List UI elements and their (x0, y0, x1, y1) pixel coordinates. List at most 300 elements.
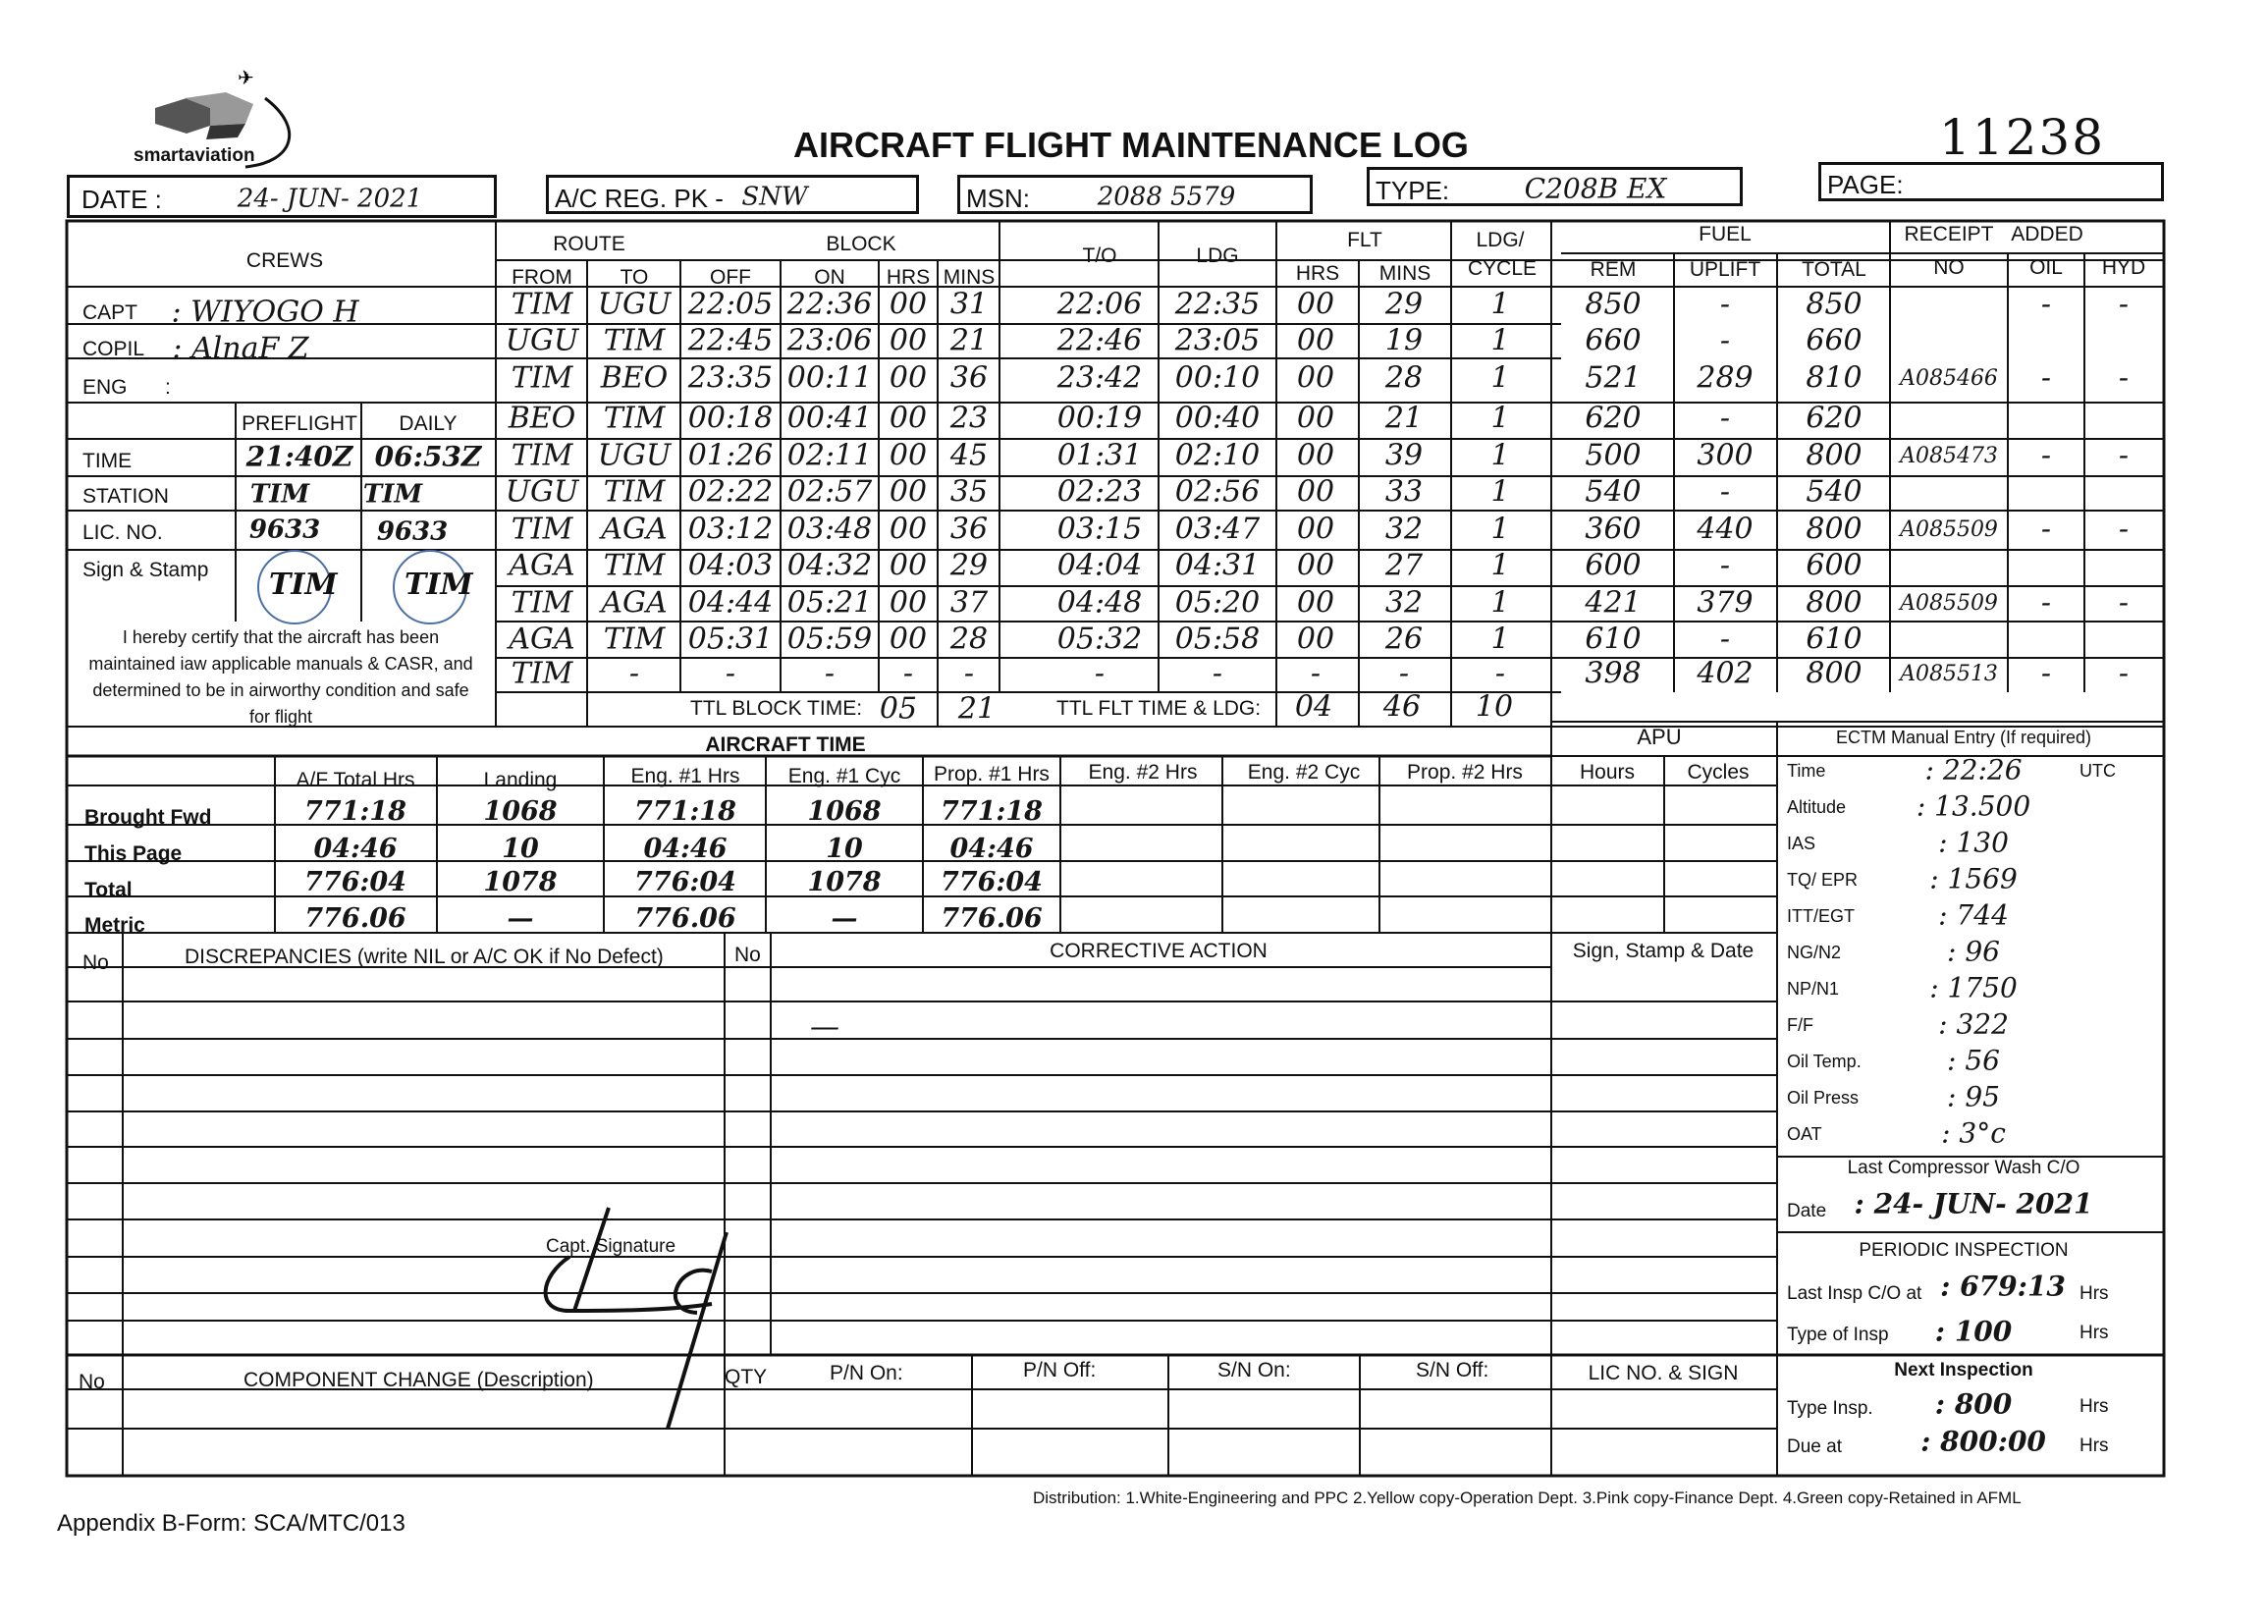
flt-mins-cell[interactable]: 26 (1384, 622, 1424, 657)
fuel-uplift-cell[interactable]: 440 (1697, 512, 1754, 547)
aircraft-time-header: AIRCRAFT TIME (705, 733, 866, 756)
rem-header: REM (1590, 258, 1637, 281)
off-cell[interactable]: 23:35 (687, 360, 774, 396)
flt-mins-cell[interactable]: 33 (1384, 474, 1424, 510)
ldg-cycle-cell[interactable]: 1 (1490, 474, 1510, 510)
this-page-value[interactable]: 10 (826, 834, 863, 865)
ldg-cycle-cell[interactable]: 1 (1490, 360, 1510, 396)
block-hrs-cell[interactable]: - (902, 656, 914, 691)
copil-name[interactable]: : AlnaF Z (172, 331, 309, 366)
fuel-rem-cell[interactable]: 600 (1585, 548, 1642, 583)
form-number: 11238 (1939, 109, 2106, 166)
block-mins-cell[interactable]: 31 (949, 287, 989, 322)
block-mins-cell[interactable]: 29 (949, 548, 989, 583)
to-cell[interactable]: TIM (603, 622, 666, 657)
this-page-label: This Page (84, 842, 183, 865)
block-hrs-cell[interactable]: 00 (889, 585, 928, 621)
brought-fwd-label: Brought Fwd (84, 806, 212, 829)
certify-line-2: maintained iaw applicable manuals & CASR, and (88, 654, 473, 674)
corrective-action-entry[interactable]: — (810, 1009, 839, 1045)
certify-line-1: I hereby certify that the aircraft has been (122, 627, 440, 647)
fuel-rem-cell[interactable]: 500 (1585, 438, 1642, 473)
off-cell[interactable]: - (725, 656, 736, 691)
to-time-cell[interactable]: 02:23 (1056, 474, 1143, 510)
to-cell[interactable]: TIM (603, 401, 666, 436)
oil-added-cell[interactable]: - (2040, 438, 2052, 473)
to-time-header: T/O (1082, 244, 1117, 267)
block-mins-cell[interactable]: 21 (949, 323, 989, 358)
from-cell[interactable]: TIM (511, 438, 573, 473)
from-cell[interactable]: TIM (511, 512, 573, 547)
flt-hrs-header: HRS (1295, 262, 1340, 285)
from-cell[interactable]: TIM (511, 656, 573, 691)
ectm-label: Oil Press (1787, 1088, 1860, 1108)
capt-name[interactable]: : WIYOGO H (171, 295, 359, 330)
ectm-value[interactable]: : 13.500 (1916, 789, 2031, 823)
fuel-rem-cell[interactable]: 620 (1585, 401, 1642, 436)
next-inspection-header: Next Inspection (1894, 1360, 2033, 1380)
flt-hrs-cell[interactable]: 00 (1296, 360, 1335, 396)
flt-hrs-cell[interactable]: 00 (1296, 585, 1335, 621)
ectm-label: TQ/ EPR (1787, 870, 1859, 890)
brought-fwd-value[interactable]: 771:18 (634, 796, 736, 828)
fuel-uplift-cell[interactable]: - (1719, 548, 1731, 583)
block-mins-cell[interactable]: 28 (949, 622, 989, 657)
metric-value[interactable]: — (831, 903, 858, 935)
certify-line-3: determined to be in airworthy condition and safe (92, 680, 469, 700)
date-label: DATE : (81, 185, 162, 214)
off-cell[interactable]: 05:31 (687, 622, 774, 657)
ldg-time-cell[interactable]: 00:40 (1174, 401, 1261, 436)
flt-hrs-cell[interactable]: 00 (1296, 512, 1335, 547)
fuel-rem-cell[interactable]: 421 (1585, 585, 1642, 621)
from-cell[interactable]: AGA (509, 622, 575, 657)
block-mins-cell[interactable]: 45 (949, 438, 989, 473)
to-time-cell[interactable]: 05:32 (1056, 622, 1143, 657)
block-hrs-cell[interactable]: 00 (889, 360, 928, 396)
daily-station[interactable]: TIM (362, 479, 423, 510)
flt-hrs-cell[interactable]: 00 (1296, 548, 1335, 583)
ectm-value[interactable]: : 22:26 (1924, 753, 2023, 786)
oil-added-cell[interactable]: - (2040, 360, 2052, 396)
ldg-time-cell[interactable]: 05:58 (1174, 622, 1261, 657)
ldg-cycle-cell[interactable]: 1 (1490, 401, 1510, 436)
this-page-value[interactable]: 04:46 (949, 834, 1034, 865)
receipt-no-cell[interactable]: A085473 (1900, 443, 1998, 468)
last-insp-value[interactable]: : 679:13 (1940, 1270, 2066, 1303)
to-cell[interactable]: - (628, 656, 640, 691)
comp-no-header: No (79, 1371, 105, 1393)
flt-hrs-cell[interactable]: 00 (1296, 401, 1335, 436)
from-cell[interactable]: TIM (511, 287, 573, 322)
daily-stamp-text: TIM (405, 568, 473, 602)
receipt-no-cell[interactable]: A085513 (1900, 661, 1998, 686)
ttl-flt-hrs[interactable]: 04 (1294, 689, 1333, 725)
ac-reg-value: SNW (741, 182, 808, 212)
crews-header: CREWS (245, 249, 324, 272)
flt-mins-cell[interactable]: 27 (1384, 548, 1424, 583)
ttl-block-hrs[interactable]: 05 (879, 691, 918, 727)
ectm-value[interactable]: : 322 (1938, 1007, 2009, 1041)
preflight-stamp-text: TIM (269, 568, 338, 602)
on-cell[interactable]: 03:48 (786, 512, 873, 547)
preflight-time[interactable]: 21:40Z (245, 440, 353, 473)
ectm-value[interactable]: : 96 (1947, 935, 2000, 968)
fuel-uplift-cell[interactable]: 289 (1697, 360, 1754, 396)
metric-value[interactable]: — (507, 903, 534, 935)
on-cell[interactable]: 04:32 (786, 548, 873, 583)
block-hrs-cell[interactable]: 00 (889, 323, 928, 358)
type-insp-value[interactable]: : 800 (1934, 1387, 2013, 1421)
fuel-total-cell[interactable]: 610 (1806, 622, 1863, 657)
preflight-station[interactable]: TIM (249, 479, 310, 510)
time-label: TIME (82, 450, 133, 472)
flt-mins-cell[interactable]: - (1398, 656, 1410, 691)
ectm-value[interactable]: : 56 (1947, 1044, 2000, 1077)
ldg-cycle-cell[interactable]: 1 (1490, 512, 1510, 547)
flt-mins-cell[interactable]: 29 (1384, 287, 1424, 322)
af-total-hrs-header: A/F Total Hrs (296, 769, 415, 791)
ectm-label: OAT (1787, 1124, 1822, 1144)
block-mins-cell[interactable]: 23 (949, 401, 989, 436)
fuel-uplift-cell[interactable]: - (1719, 474, 1731, 510)
copil-label: COPIL (82, 338, 145, 360)
fuel-header: FUEL (1699, 223, 1752, 245)
total-value[interactable]: 776:04 (634, 867, 736, 898)
hyd-added-cell[interactable]: - (2118, 656, 2130, 691)
receipt-no-cell[interactable]: A085466 (1900, 365, 1998, 391)
off-cell[interactable]: 01:26 (687, 438, 774, 473)
sign-stamp-label: Sign & Stamp (82, 559, 209, 581)
fuel-total-cell[interactable]: 600 (1806, 548, 1863, 583)
to-cell[interactable]: UGU (597, 287, 672, 322)
from-cell[interactable]: BEO (508, 401, 576, 436)
brought-fwd-value[interactable]: 1068 (807, 796, 882, 828)
from-cell[interactable]: UGU (505, 474, 579, 510)
off-cell[interactable]: 02:22 (687, 474, 774, 510)
fuel-rem-cell[interactable]: 398 (1585, 656, 1642, 691)
this-page-value[interactable]: 10 (502, 834, 539, 865)
last-compressor-wash-header: Last Compressor Wash C/O (1847, 1158, 2080, 1178)
flt-mins-cell[interactable]: 32 (1384, 585, 1424, 621)
block-hrs-header: HRS (886, 266, 931, 289)
uplift-header: UPLIFT (1689, 258, 1761, 281)
ldg-cycle-cell[interactable]: 1 (1490, 438, 1510, 473)
fuel-total-cell[interactable]: 540 (1806, 474, 1863, 510)
fuel-rem-cell[interactable]: 360 (1585, 512, 1642, 547)
fuel-total-cell[interactable]: 800 (1806, 585, 1863, 621)
fuel-uplift-cell[interactable]: - (1719, 401, 1731, 436)
due-at-value[interactable]: : 800:00 (1920, 1425, 2046, 1458)
prop1-hrs-header: Prop. #1 Hrs (934, 763, 1050, 785)
to-time-cell[interactable]: 01:31 (1056, 438, 1143, 473)
flt-hrs-cell[interactable]: 00 (1296, 438, 1335, 473)
flt-hrs-cell[interactable]: 00 (1296, 474, 1335, 510)
sn-off-header: S/N Off: (1416, 1359, 1489, 1381)
to-time-cell[interactable]: 22:06 (1056, 287, 1143, 322)
ttl-ldg[interactable]: 10 (1475, 689, 1514, 725)
total-value[interactable]: 776:04 (304, 867, 406, 898)
fuel-total-header: TOTAL (1802, 258, 1866, 281)
eng2-cyc-header: Eng. #2 Cyc (1247, 761, 1361, 784)
to-cell[interactable]: TIM (603, 548, 666, 583)
hyd-added-cell[interactable]: - (2118, 585, 2130, 621)
on-cell[interactable]: 02:11 (786, 438, 873, 473)
to-cell[interactable]: AGA (601, 585, 668, 621)
block-mins-header: MINS (943, 266, 996, 289)
block-hrs-cell[interactable]: 00 (889, 401, 928, 436)
fuel-uplift-cell[interactable]: - (1719, 287, 1731, 322)
fuel-uplift-cell[interactable]: 402 (1697, 656, 1754, 691)
fuel-rem-cell[interactable]: 521 (1585, 360, 1642, 396)
oil-added-cell[interactable]: - (2040, 656, 2052, 691)
on-cell[interactable]: 23:06 (786, 323, 873, 358)
last-insp-hrs: Hrs (2079, 1283, 2109, 1304)
to-time-cell[interactable]: 04:48 (1056, 585, 1143, 621)
ttl-flt-mins[interactable]: 46 (1382, 689, 1422, 725)
type-label: TYPE: (1376, 176, 1450, 205)
block-hrs-cell[interactable]: 00 (889, 287, 928, 322)
fuel-total-cell[interactable]: 800 (1806, 438, 1863, 473)
from-cell[interactable]: UGU (505, 323, 579, 358)
capt-signature-label: Capt. Signature (546, 1236, 676, 1257)
to-time-cell[interactable]: 00:19 (1056, 401, 1143, 436)
form-id: Appendix B-Form: SCA/MTC/013 (57, 1510, 405, 1537)
fuel-total-cell[interactable]: 810 (1806, 360, 1863, 396)
ldg-cycle-cell[interactable]: 1 (1490, 323, 1510, 358)
flt-hrs-cell[interactable]: - (1310, 656, 1322, 691)
to-cell[interactable]: UGU (597, 438, 672, 473)
on-cell[interactable]: 00:41 (786, 401, 873, 436)
to-cell[interactable]: TIM (603, 474, 666, 510)
ttl-flt-time-label: TTL FLT TIME & LDG: (1056, 697, 1262, 720)
to-time-cell[interactable]: 04:04 (1056, 548, 1143, 583)
ac-reg-label: A/C REG. PK - (555, 184, 724, 213)
from-cell[interactable]: TIM (511, 585, 573, 621)
eng1-hrs-header: Eng. #1 Hrs (630, 765, 740, 787)
flt-header: FLT (1347, 229, 1382, 251)
ectm-label: Oil Temp. (1787, 1052, 1862, 1071)
fuel-rem-cell[interactable]: 850 (1585, 287, 1642, 322)
fuel-total-cell[interactable]: 660 (1806, 323, 1863, 358)
sn-on-header: S/N On: (1217, 1359, 1291, 1381)
off-cell[interactable]: 22:05 (687, 287, 774, 322)
hyd-added-cell[interactable]: - (2118, 287, 2130, 322)
to-time-cell[interactable]: 03:15 (1056, 512, 1143, 547)
receipt-no-cell[interactable]: A085509 (1900, 516, 1998, 542)
component-change-header: COMPONENT CHANGE (Description) (243, 1369, 594, 1391)
due-at-label: Due at (1787, 1436, 1842, 1457)
block-hrs-cell[interactable]: 00 (889, 438, 928, 473)
date-value: 24- JUN- 2021 (237, 184, 423, 214)
daily-time[interactable]: 06:53Z (374, 440, 482, 473)
to-cell[interactable]: TIM (603, 323, 666, 358)
preflight-stamp (257, 550, 338, 624)
hyd-added-cell[interactable]: - (2118, 438, 2130, 473)
ldg-time-cell[interactable]: 03:47 (1174, 512, 1261, 547)
wash-date-value[interactable]: : 24- JUN- 2021 (1854, 1187, 2093, 1220)
ectm-label: Time (1787, 761, 1826, 781)
from-cell[interactable]: TIM (511, 360, 573, 396)
to-cell[interactable]: AGA (601, 512, 668, 547)
ldg-cycle-cell[interactable]: 1 (1490, 585, 1510, 621)
to-time-cell[interactable]: 22:46 (1056, 323, 1143, 358)
brought-fwd-value[interactable]: 771:18 (941, 796, 1043, 828)
eng-label: ENG (82, 376, 128, 399)
block-hrs-cell[interactable]: 00 (889, 548, 928, 583)
ldg-cycle-cell[interactable]: 1 (1490, 548, 1510, 583)
receipt-header: RECEIPT (1904, 223, 1994, 245)
on-cell[interactable]: 02:57 (786, 474, 873, 510)
lic-sign-header: LIC NO. & SIGN (1588, 1362, 1739, 1384)
block-header: BLOCK (826, 233, 896, 255)
off-cell[interactable]: 03:12 (687, 512, 774, 547)
ldg-time-cell[interactable]: 23:05 (1174, 323, 1261, 358)
eng-name[interactable]: : (165, 376, 171, 399)
brought-fwd-value[interactable]: 771:18 (304, 796, 406, 828)
fuel-rem-cell[interactable]: 540 (1585, 474, 1642, 510)
fuel-uplift-cell[interactable]: 300 (1697, 438, 1754, 473)
this-page-value[interactable]: 04:46 (643, 834, 728, 865)
block-mins-cell[interactable]: 36 (949, 360, 989, 396)
off-cell[interactable]: 04:44 (687, 585, 774, 621)
prop2-hrs-header: Prop. #2 Hrs (1407, 761, 1523, 784)
fuel-rem-cell[interactable]: 660 (1585, 323, 1642, 358)
hyd-added-cell[interactable]: - (2118, 360, 2130, 396)
block-mins-cell[interactable]: 35 (949, 474, 989, 510)
flt-hrs-cell[interactable]: 00 (1296, 622, 1335, 657)
fuel-total-cell[interactable]: 850 (1806, 287, 1863, 322)
fuel-uplift-cell[interactable]: - (1719, 323, 1731, 358)
on-cell[interactable]: 05:21 (786, 585, 873, 621)
block-hrs-cell[interactable]: 00 (889, 474, 928, 510)
ectm-label: ITT/EGT (1787, 906, 1855, 926)
page-label: PAGE: (1827, 170, 1904, 199)
ectm-label: Altitude (1787, 797, 1847, 817)
preflight-header: PREFLIGHT (242, 412, 357, 435)
apu-hours-header: Hours (1579, 761, 1636, 784)
to-time-cell[interactable]: - (1094, 656, 1106, 691)
preflight-lic[interactable]: 9633 (248, 514, 321, 545)
metric-value[interactable]: 776.06 (304, 903, 406, 935)
ttl-block-mins[interactable]: 21 (957, 691, 997, 727)
fuel-uplift-cell[interactable]: 379 (1697, 585, 1754, 621)
metric-value[interactable]: 776.06 (941, 903, 1043, 935)
form-title: AIRCRAFT FLIGHT MAINTENANCE LOG (793, 125, 1469, 165)
from-cell[interactable]: AGA (509, 548, 575, 583)
flt-mins-cell[interactable]: 28 (1384, 360, 1424, 396)
flt-mins-cell[interactable]: 19 (1384, 323, 1424, 358)
this-page-value[interactable]: 04:46 (313, 834, 398, 865)
on-cell[interactable]: 00:11 (786, 360, 873, 396)
apu-cycles-header: Cycles (1687, 761, 1750, 784)
on-cell[interactable]: 05:59 (786, 622, 873, 657)
ldg-time-cell[interactable]: - (1212, 656, 1223, 691)
block-hrs-cell[interactable]: 00 (889, 512, 928, 547)
capt-label: CAPT (82, 301, 138, 324)
fuel-total-cell[interactable]: 800 (1806, 656, 1863, 691)
last-insp-label: Last Insp C/O at (1787, 1283, 1922, 1304)
ectm-value[interactable]: : 1569 (1929, 862, 2018, 895)
periodic-inspection-header: PERIODIC INSPECTION (1859, 1240, 2069, 1261)
on-cell[interactable]: 22:36 (786, 287, 873, 322)
to-time-cell[interactable]: 23:42 (1056, 360, 1143, 396)
receipt-no-cell[interactable]: A085509 (1900, 590, 1998, 616)
type-of-insp-label: Type of Insp (1787, 1325, 1889, 1345)
discrepancies-header: DISCREPANCIES (write NIL or A/C OK if No Defect) (185, 946, 664, 968)
fuel-total-cell[interactable]: 620 (1806, 401, 1863, 436)
fuel-total-cell[interactable]: 800 (1806, 512, 1863, 547)
ectm-label: IAS (1787, 834, 1816, 853)
off-cell[interactable]: 22:45 (687, 323, 774, 358)
ldg-cycle-cell[interactable]: - (1494, 656, 1506, 691)
flt-mins-cell[interactable]: 39 (1384, 438, 1424, 473)
disc-no-header: No (82, 951, 109, 974)
daily-stamp (393, 550, 473, 624)
ldg-time-cell[interactable]: 00:10 (1174, 360, 1261, 396)
flt-mins-cell[interactable]: 21 (1384, 401, 1424, 436)
total-value[interactable]: 776:04 (941, 867, 1043, 898)
oil-added-cell[interactable]: - (2040, 585, 2052, 621)
flt-hrs-cell[interactable]: 00 (1296, 287, 1335, 322)
fuel-uplift-cell[interactable]: - (1719, 622, 1731, 657)
total-value[interactable]: 1078 (807, 867, 882, 898)
metric-value[interactable]: 776.06 (634, 903, 736, 935)
on-cell[interactable]: - (824, 656, 836, 691)
ldg-time-cell[interactable]: 02:10 (1174, 438, 1261, 473)
block-hrs-cell[interactable]: 00 (889, 622, 928, 657)
hyd-added-cell[interactable]: - (2118, 512, 2130, 547)
ectm-value[interactable]: : 3°c (1941, 1116, 2006, 1150)
ectm-value[interactable]: : 95 (1947, 1080, 2000, 1113)
ectm-title: ECTM Manual Entry (If required) (1835, 728, 2092, 747)
daily-lic[interactable]: 9633 (376, 516, 449, 547)
station-label: STATION (82, 485, 169, 508)
ectm-value[interactable]: : 744 (1938, 898, 2009, 932)
oil-added-cell[interactable]: - (2040, 287, 2052, 322)
ldg-time-cell[interactable]: 05:20 (1174, 585, 1261, 621)
block-mins-cell[interactable]: 37 (949, 585, 989, 621)
total-label: Total (84, 879, 133, 901)
ldg-cycle-cell[interactable]: 1 (1490, 287, 1510, 322)
block-mins-cell[interactable]: 36 (949, 512, 989, 547)
ldg-cycle-cell[interactable]: 1 (1490, 622, 1510, 657)
flt-hrs-cell[interactable]: 00 (1296, 323, 1335, 358)
to-cell[interactable]: BEO (600, 360, 669, 396)
oil-added-cell[interactable]: - (2040, 512, 2052, 547)
ldg-header: LDG (1196, 244, 1239, 267)
block-mins-cell[interactable]: - (963, 656, 975, 691)
fuel-rem-cell[interactable]: 610 (1585, 622, 1642, 657)
qty-header: QTY (725, 1366, 768, 1388)
flt-mins-header: MINS (1378, 262, 1431, 285)
capt-signature (520, 1203, 736, 1438)
type-of-insp-value[interactable]: : 100 (1934, 1315, 2013, 1348)
off-cell[interactable]: 04:03 (687, 548, 774, 583)
flt-mins-cell[interactable]: 32 (1384, 512, 1424, 547)
brought-fwd-value[interactable]: 1068 (483, 796, 558, 828)
off-cell[interactable]: 00:18 (687, 401, 774, 436)
ldg-time-cell[interactable]: 02:56 (1174, 474, 1261, 510)
due-at-hrs: Hrs (2079, 1435, 2109, 1456)
ldg-time-cell[interactable]: 04:31 (1174, 548, 1261, 583)
receipt-no-header: NO (1933, 256, 1965, 279)
ectm-value[interactable]: : 1750 (1929, 971, 2018, 1004)
total-value[interactable]: 1078 (483, 867, 558, 898)
ttl-block-time-label: TTL BLOCK TIME: (690, 697, 863, 720)
ldg-time-cell[interactable]: 22:35 (1174, 287, 1261, 322)
ectm-value[interactable]: : 130 (1938, 826, 2009, 859)
